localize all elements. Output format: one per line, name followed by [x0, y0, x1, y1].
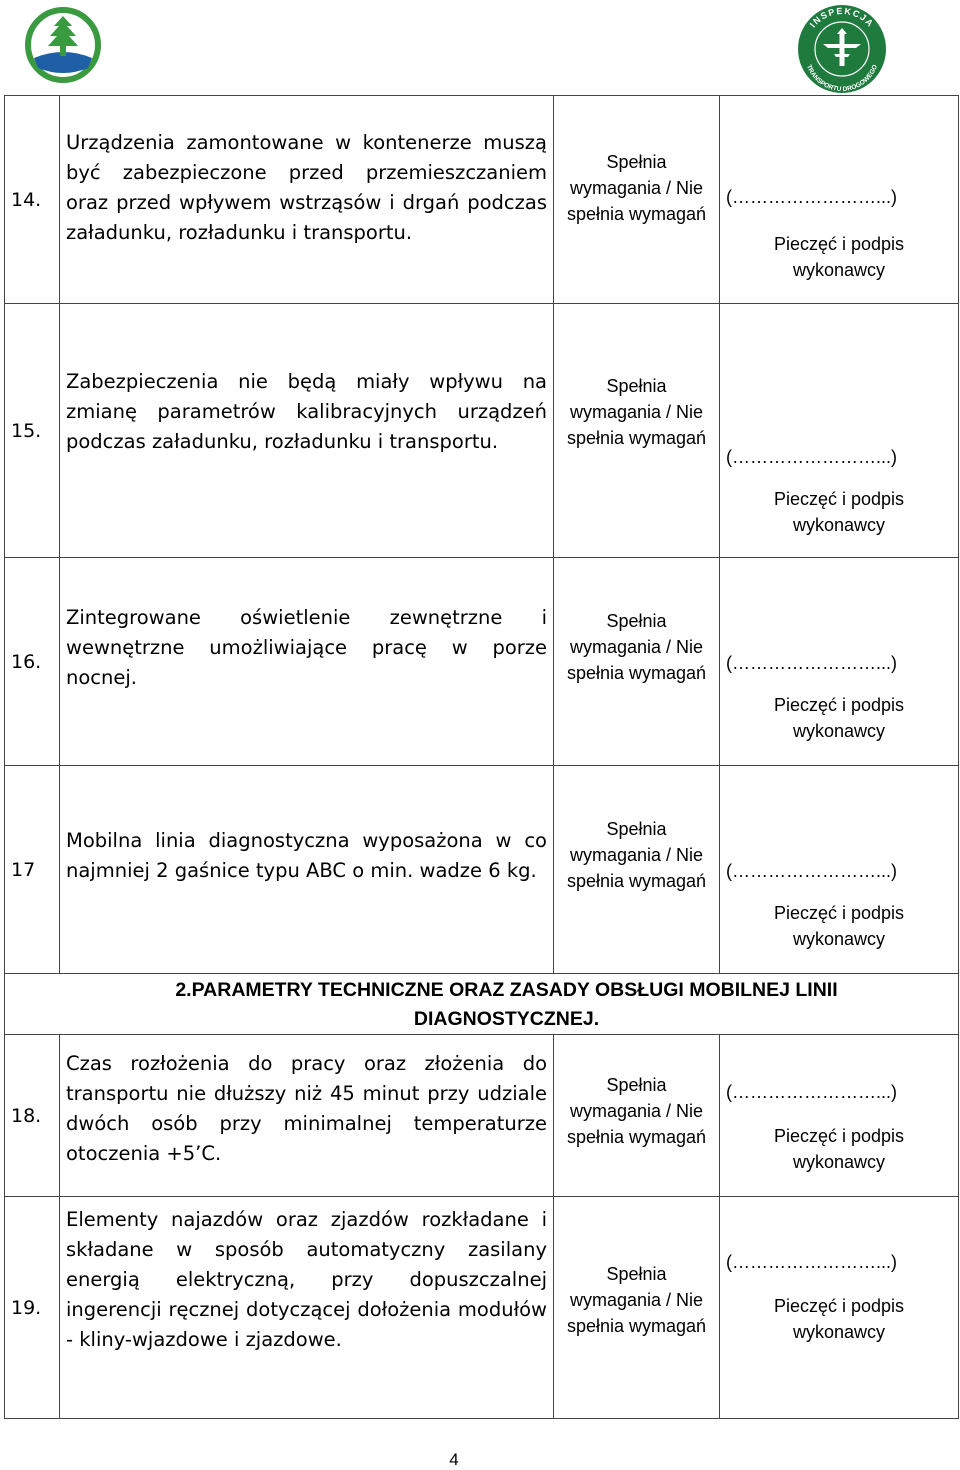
contractor-signature [720, 1035, 959, 1197]
signature-line: (……………………...) [726, 1082, 897, 1102]
signature-label: Pieczęć i podpis wykonawcy [773, 489, 905, 535]
requirements-table [4, 95, 959, 1419]
requirement-description: Zintegrowane oświetlenie zewnętrzne i wewnętrzne umożliwiające pracę w porze nocnej. [60, 558, 554, 766]
row-number: 14. [5, 96, 60, 304]
contractor-signature [720, 766, 959, 974]
table-row [5, 96, 959, 304]
compliance-status: Spełnia wymagania / Nie spełnia wymagań [554, 304, 720, 558]
row-number: 17 [5, 766, 60, 974]
contractor-signature [720, 558, 959, 766]
signature-line: (……………………...) [726, 447, 897, 467]
signature-line: (……………………...) [726, 653, 897, 673]
signature-line: (……………………...) [726, 861, 897, 881]
forest-logo [24, 6, 102, 84]
contractor-signature [720, 1197, 959, 1419]
row-number: 19. [5, 1197, 60, 1419]
requirement-description: Elementy najazdów oraz zjazdów rozkładane i składane w sposób automatyczny zasilany energią elektryczną, przy dopuszczalnej ingerencji ręcznej dotyczącej dołożenia modułów - kliny-wjazdowe i zjazdowe. [60, 1197, 554, 1419]
signature-label: Pieczęć i podpis wykonawcy [773, 1126, 905, 1172]
compliance-status: Spełnia wymagania / Nie spełnia wymagań [554, 558, 720, 766]
table-row [5, 304, 959, 558]
requirement-description: Czas rozłożenia do pracy oraz złożenia do transportu nie dłuższy niż 45 minut przy udziale dwóch osób przy minimalnej temperaturze otoczenia +5’C. [60, 1035, 554, 1197]
signature-line: (……………………...) [726, 1252, 897, 1272]
compliance-status: Spełnia wymagania / Nie spełnia wymagań [554, 96, 720, 304]
compliance-status: Spełnia wymagania / Nie spełnia wymagań [554, 766, 720, 974]
signature-label: Pieczęć i podpis wykonawcy [773, 695, 905, 741]
table-row [5, 766, 959, 974]
requirement-description: Zabezpieczenia nie będą miały wpływu na zmianę parametrów kalibracyjnych urządzeń podczas załadunku, rozładunku i transportu. [60, 304, 554, 558]
road-transport-inspection-logo [793, 4, 891, 94]
signature-label: Pieczęć i podpis wykonawcy [773, 234, 905, 280]
signature-label: Pieczęć i podpis wykonawcy [773, 1296, 905, 1342]
page-number: 4 [449, 1450, 459, 1469]
contractor-signature [720, 96, 959, 304]
svg-text:TRANSPORTU DROGOWEGO: TRANSPORTU DROGOWEGO [804, 63, 880, 94]
row-number: 16. [5, 558, 60, 766]
requirement-description: Urządzenia zamontowane w kontenerze muszą być zabezpieczone przed przemieszczaniem oraz przed wpływem wstrząsów i drgań podczas załadunku, rozładunku i transportu. [60, 96, 554, 304]
table-row [5, 558, 959, 766]
table-row [5, 1035, 959, 1197]
section-heading: 2.PARAMETRY TECHNICZNE ORAZ ZASADY OBSŁUGI MOBILNEJ LINII DIAGNOSTYCZNEJ. [5, 974, 959, 1035]
table-row [5, 1197, 959, 1419]
contractor-signature [720, 304, 959, 558]
row-number: 18. [5, 1035, 60, 1197]
section-heading-row [5, 974, 959, 1035]
compliance-status: Spełnia wymagania / Nie spełnia wymagań [554, 1035, 720, 1197]
row-number: 15. [5, 304, 60, 558]
compliance-status: Spełnia wymagania / Nie spełnia wymagań [554, 1197, 720, 1419]
svg-text:INSPEKCJA: INSPEKCJA [807, 5, 877, 30]
requirement-description: Mobilna linia diagnostyczna wyposażona w co najmniej 2 gaśnice typu ABC o min. wadze 6 kg. [60, 766, 554, 974]
signature-label: Pieczęć i podpis wykonawcy [773, 903, 905, 949]
signature-line: (……………………...) [726, 187, 897, 207]
